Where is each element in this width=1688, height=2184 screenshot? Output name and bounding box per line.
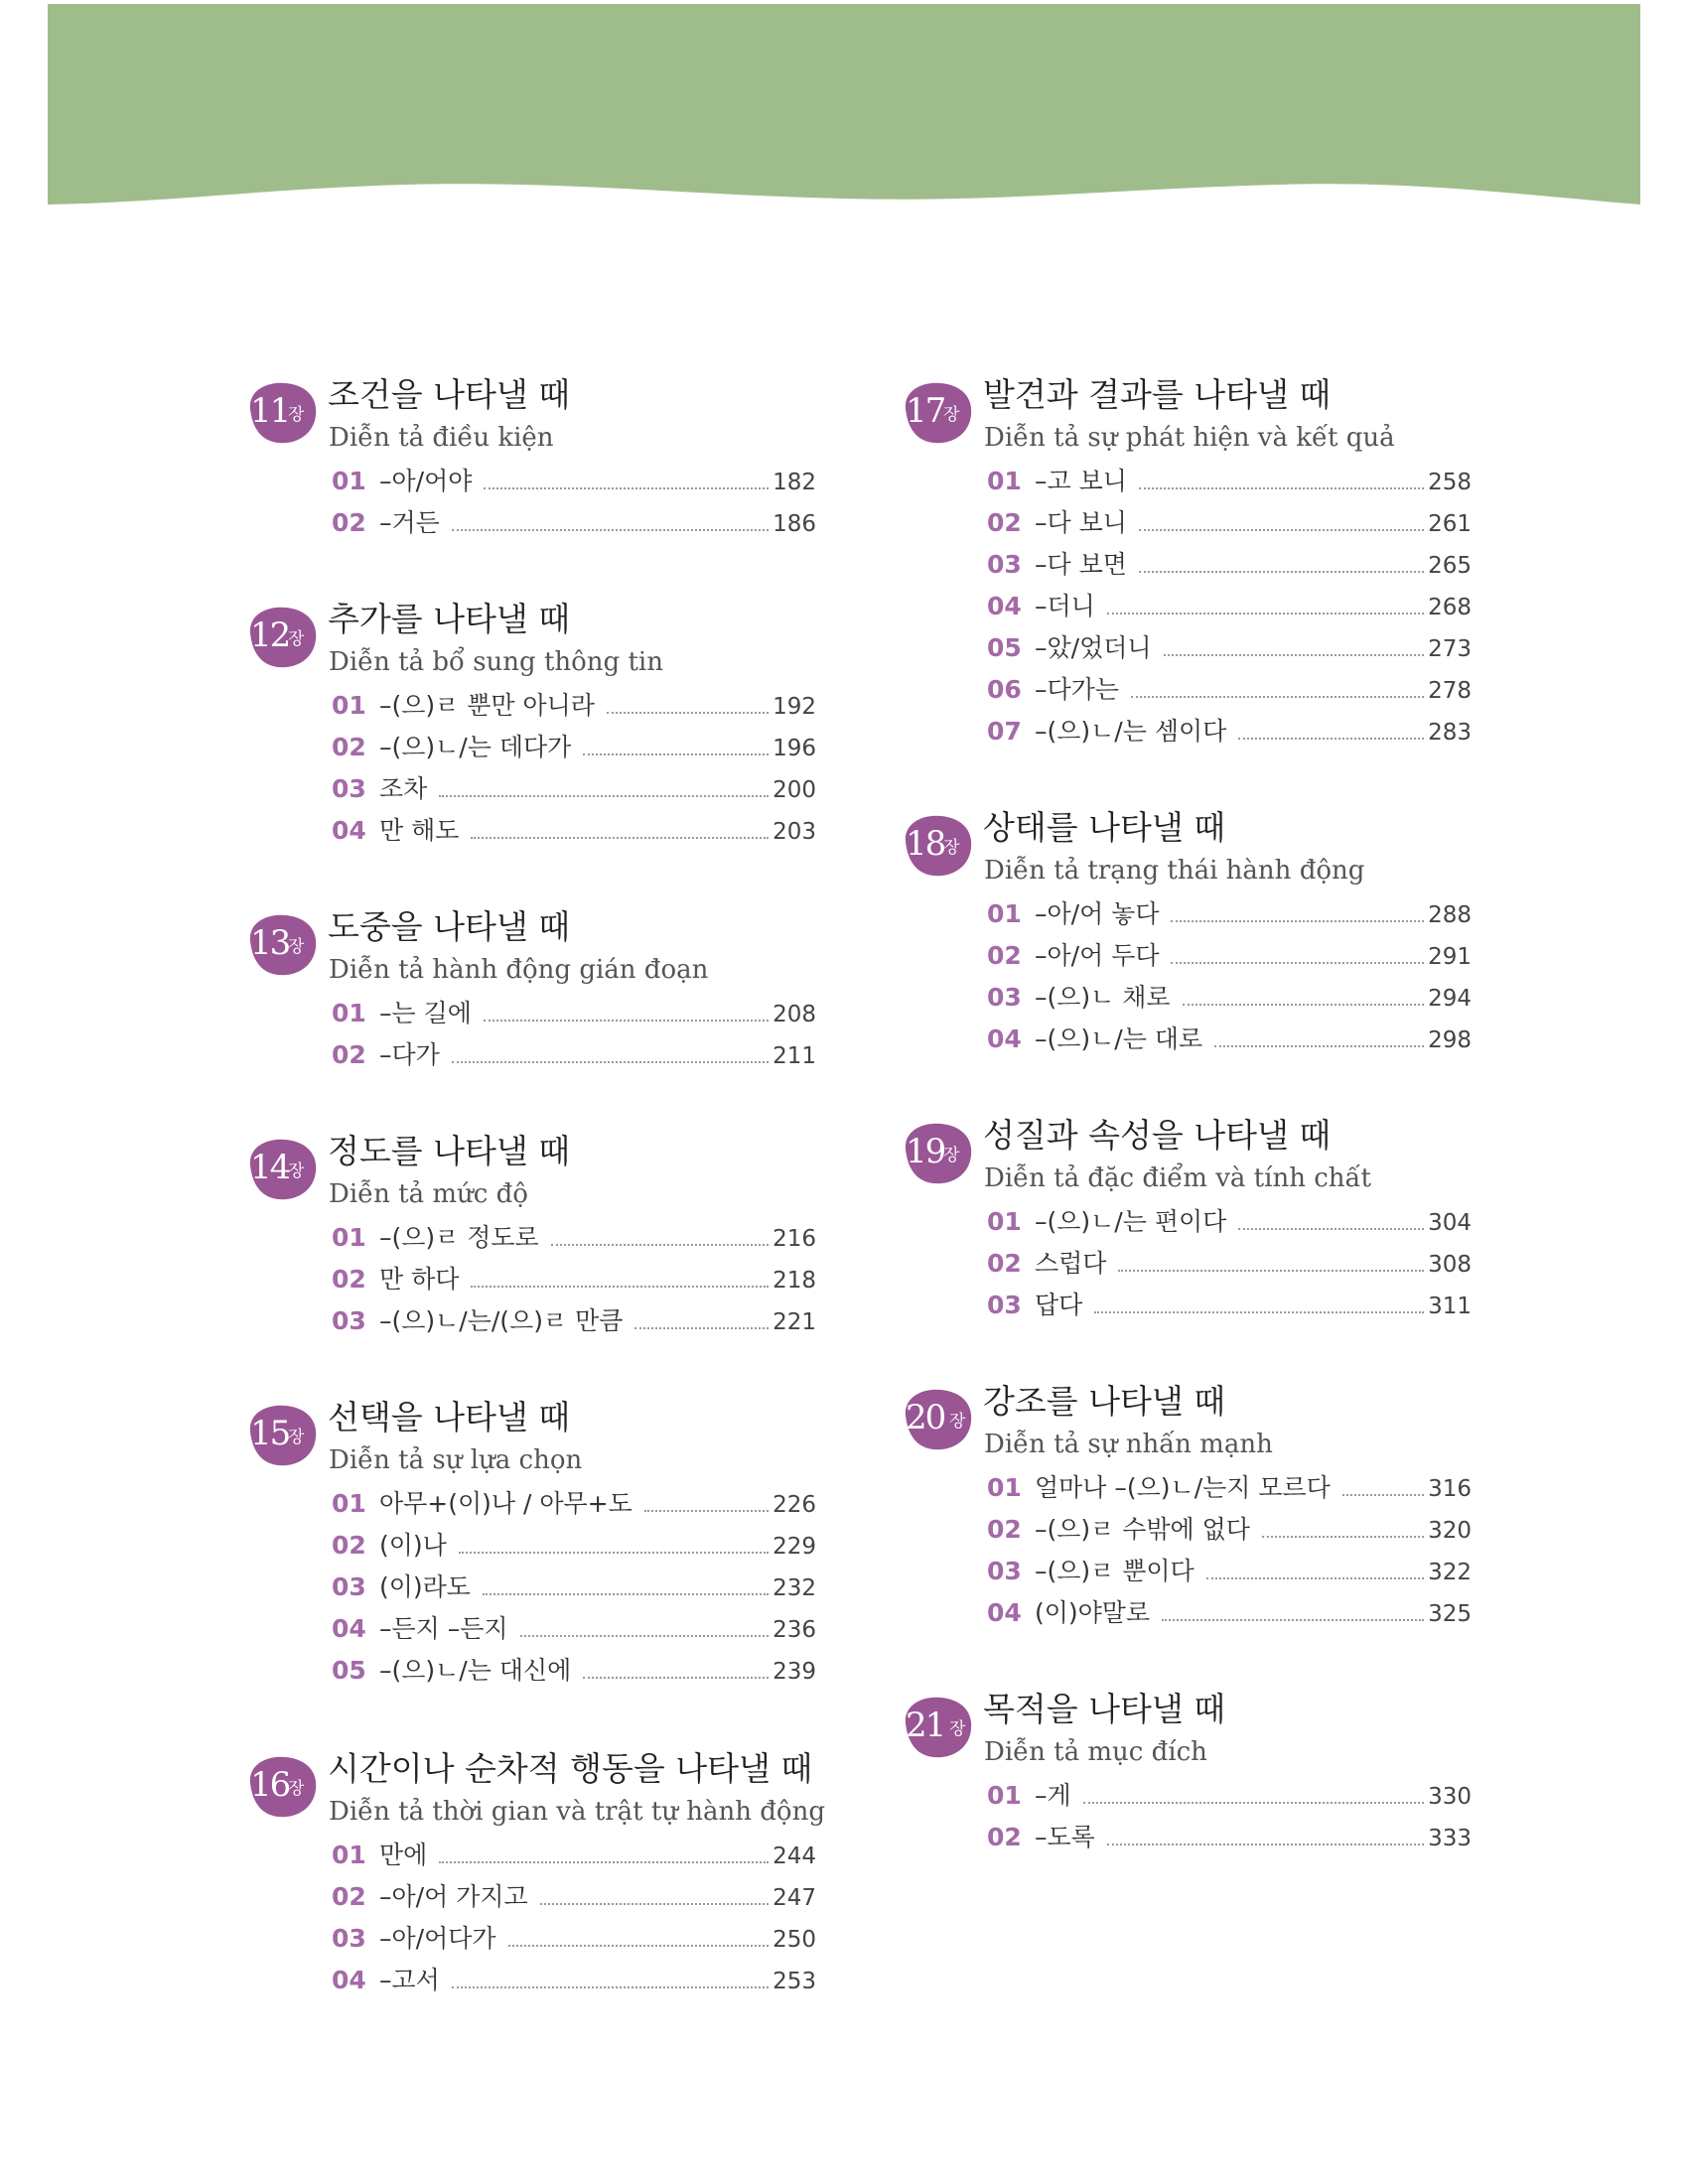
chapter-badge [244,911,320,979]
dot-leader [540,1903,769,1905]
item-page-number: 308 [1428,1252,1472,1278]
chapter-suffix: 장 [288,629,305,649]
dot-leader [1107,613,1424,614]
item-label: –고서 [379,1966,440,1994]
chapter-suffix: 장 [288,1161,305,1181]
chapter-badge [244,1753,320,1821]
item-label: 만 하다 [379,1265,460,1294]
dot-leader [1164,654,1425,656]
chapter-subtitle: Diễn tả sự nhấn mạnh [984,1430,1273,1459]
item-page-number: 196 [773,736,816,761]
toc-item[interactable] [987,1024,1472,1066]
toc-item-list [332,691,816,858]
item-label: –거든 [379,508,440,537]
dot-leader [1139,529,1424,531]
item-page-number: 320 [1428,1518,1472,1544]
toc-item[interactable] [987,941,1472,983]
item-label: –(으)ㄴ/는 대신에 [379,1656,572,1685]
item-page-number: 333 [1428,1826,1472,1851]
item-number: 02 [987,941,1022,970]
item-page-number: 288 [1428,902,1472,928]
toc-item-list [987,467,1472,758]
toc-item[interactable] [332,1656,816,1698]
item-page-number: 208 [773,1002,816,1027]
item-label: –아/어 놓다 [1035,899,1160,928]
dot-leader [1206,1577,1424,1579]
toc-item-list [987,1781,1472,1864]
toc-item[interactable] [332,1841,816,1882]
chapter-suffix: 장 [949,1719,966,1739]
chapter-title: 목적을 나타낼 때 [983,1690,1226,1728]
item-number: 02 [987,508,1022,537]
toc-item-list [332,1223,816,1348]
item-number: 01 [332,467,366,495]
item-page-number: 250 [773,1927,816,1953]
dot-leader [471,1286,769,1288]
toc-item[interactable] [332,1223,816,1265]
chapter-subtitle: Diễn tả mục đích [984,1737,1207,1767]
item-number: 04 [987,1598,1022,1627]
chapter-suffix: 장 [943,405,960,425]
dot-leader [439,1861,769,1863]
item-page-number: 278 [1428,678,1472,704]
item-label: –(으)ㄹ 뿐이다 [1035,1557,1195,1585]
item-label: –게 [1035,1781,1071,1810]
chapter-subtitle: Diễn tả sự phát hiện và kết quả [984,423,1395,453]
item-label: –아/어 두다 [1035,941,1160,970]
chapter-badge [900,1694,975,1761]
item-label: –(으)ㄴ/는 데다가 [379,733,572,761]
dot-leader [452,1986,769,1988]
dot-leader [607,712,769,714]
dot-leader [520,1635,770,1637]
item-label: 아무+(이)나 / 아무+도 [379,1489,633,1518]
chapter-subtitle: Diễn tả điều kiện [329,423,554,453]
chapter-number: 11 [250,391,290,431]
item-label: –아/어다가 [379,1924,496,1953]
item-label: –(으)ㄴ/는/(으)ㄹ 만큼 [379,1306,624,1335]
dot-leader [508,1945,770,1947]
dot-leader [459,1552,769,1554]
item-number: 03 [332,1572,366,1601]
toc-item[interactable] [332,999,816,1040]
toc-item-list [987,1473,1472,1640]
item-number: 01 [332,1223,366,1252]
item-number: 04 [987,592,1022,620]
chapter-badge [244,1402,320,1469]
chapter-title: 강조를 나타낼 때 [983,1382,1226,1421]
item-page-number: 258 [1428,470,1472,495]
item-label: 답다 [1035,1291,1083,1319]
chapter-number: 12 [250,615,290,655]
toc-item[interactable] [332,691,816,733]
chapter-title: 정도를 나타낼 때 [328,1132,571,1170]
item-page-number: 239 [773,1659,816,1685]
item-page-number: 322 [1428,1560,1472,1585]
chapter-title: 추가를 나타낼 때 [328,600,571,638]
toc-item-list [332,467,816,550]
item-page-number: 291 [1428,944,1472,970]
item-page-number: 330 [1428,1784,1472,1810]
dot-leader [1139,571,1424,573]
chapter-number: 14 [250,1148,290,1187]
item-page-number: 304 [1428,1210,1472,1236]
item-label: (이)나 [379,1531,447,1560]
item-label: –다가 [379,1040,440,1069]
item-number: 04 [332,816,366,845]
item-number: 03 [987,1557,1022,1585]
item-page-number: 226 [773,1492,816,1518]
dot-leader [583,1677,769,1679]
item-label: –는 길에 [379,999,472,1027]
chapter-number: 17 [906,391,945,431]
item-number: 02 [987,1249,1022,1278]
dot-leader [484,1020,769,1022]
item-number: 02 [987,1515,1022,1544]
item-page-number: 283 [1428,720,1472,746]
toc-item[interactable] [332,1966,816,2007]
dot-leader [1342,1494,1424,1496]
item-page-number: 236 [773,1617,816,1643]
item-label: –(으)ㄹ 수밖에 없다 [1035,1515,1250,1544]
item-number: 07 [987,717,1022,746]
toc-item[interactable] [987,1557,1472,1598]
toc-item[interactable] [332,1572,816,1614]
dot-leader [483,1593,769,1595]
item-label: –다 보면 [1035,550,1127,579]
dot-leader [1238,738,1424,740]
dot-leader [1262,1536,1424,1538]
item-label: –(으)ㄴ/는 편이다 [1035,1207,1227,1236]
item-label: –아/어 가지고 [379,1882,528,1911]
dot-leader [484,487,769,489]
item-number: 02 [332,1531,366,1560]
item-number: 04 [987,1024,1022,1053]
chapter-badge [900,812,975,880]
toc-item[interactable] [332,1531,816,1572]
dot-leader [1183,1004,1425,1006]
item-label: –도록 [1035,1823,1095,1851]
item-page-number: 216 [773,1226,816,1252]
item-page-number: 244 [773,1843,816,1869]
toc-item[interactable] [332,816,816,858]
toc-item[interactable] [987,508,1472,550]
item-page-number: 261 [1428,511,1472,537]
item-page-number: 200 [773,777,816,803]
dot-leader [1171,920,1424,922]
chapter-title: 도중을 나타낼 때 [328,907,571,946]
chapter-number: 19 [906,1132,945,1171]
item-label: –(으)ㄹ 정도로 [379,1223,539,1252]
dot-leader [1094,1311,1424,1313]
chapter-title: 성질과 속성을 나타낼 때 [983,1116,1332,1155]
item-number: 03 [332,774,366,803]
toc-item[interactable] [332,1265,816,1306]
chapter-suffix: 장 [288,1779,305,1799]
chapter-subtitle: Diễn tả đặc điểm và tính chất [984,1163,1371,1193]
item-page-number: 265 [1428,553,1472,579]
toc-item[interactable] [332,1882,816,1924]
item-page-number: 253 [773,1969,816,1994]
chapter-suffix: 장 [943,1146,960,1165]
dot-leader [1118,1270,1424,1272]
chapter-number: 20 [906,1398,945,1437]
item-number: 01 [332,999,366,1027]
item-label: –(으)ㄹ 뿐만 아니라 [379,691,595,720]
toc-item[interactable] [987,1291,1472,1332]
item-page-number: 218 [773,1268,816,1294]
toc-item-list [332,1489,816,1698]
chapter-number: 16 [250,1765,290,1805]
item-label: (이)야말로 [1035,1598,1151,1627]
item-label: –았/었더니 [1035,633,1152,662]
item-label: 조차 [379,774,428,803]
item-number: 02 [332,1265,366,1294]
dot-leader [1162,1619,1424,1621]
item-page-number: 186 [773,511,816,537]
toc-item-list [987,1207,1472,1332]
item-label: 만 해도 [379,816,460,845]
dot-leader [1171,962,1424,964]
item-page-number: 316 [1428,1476,1472,1502]
item-page-number: 192 [773,694,816,720]
item-number: 01 [332,691,366,720]
toc-item[interactable] [987,717,1472,758]
item-number: 03 [987,550,1022,579]
dot-leader [471,837,769,839]
item-number: 01 [987,899,1022,928]
item-number: 01 [332,1489,366,1518]
item-number: 05 [332,1656,366,1685]
item-page-number: 311 [1428,1294,1472,1319]
chapter-title: 선택을 나타낼 때 [328,1398,571,1436]
item-page-number: 182 [773,470,816,495]
dot-leader [1083,1802,1424,1804]
toc-item[interactable] [987,899,1472,941]
item-number: 01 [987,1473,1022,1502]
item-label: –든지 –든지 [379,1614,508,1643]
item-number: 02 [332,733,366,761]
item-number: 02 [332,1040,366,1069]
item-page-number: 325 [1428,1601,1472,1627]
item-number: 03 [332,1306,366,1335]
item-label: 스럽다 [1035,1249,1107,1278]
item-page-number: 203 [773,819,816,845]
toc-item[interactable] [332,1306,816,1348]
toc-item[interactable] [987,1598,1472,1640]
item-label: 얼마나 –(으)ㄴ/는지 모르다 [1035,1473,1331,1502]
chapter-title: 상태를 나타낼 때 [983,808,1226,847]
chapter-badge [900,379,975,447]
item-number: 04 [332,1966,366,1994]
chapter-suffix: 장 [288,1428,305,1447]
chapter-number: 18 [906,824,945,864]
dot-leader [551,1244,769,1246]
item-number: 03 [332,1924,366,1953]
dot-leader [1107,1843,1424,1845]
item-label: –(으)ㄴ/는 대로 [1035,1024,1203,1053]
toc-item[interactable] [332,1924,816,1966]
toc-item[interactable] [332,733,816,774]
chapter-subtitle: Diễn tả thời gian và trật tự hành động [329,1797,825,1827]
toc-item-list [332,999,816,1082]
toc-item[interactable] [987,467,1472,508]
chapter-suffix: 장 [288,405,305,425]
toc-item[interactable] [987,1515,1472,1557]
chapter-subtitle: Diễn tả hành động gián đoạn [329,955,709,985]
chapter-number: 13 [250,923,290,963]
item-number: 02 [987,1823,1022,1851]
item-number: 04 [332,1614,366,1643]
item-label: (이)라도 [379,1572,471,1601]
chapter-subtitle: Diễn tả trạng thái hành động [984,856,1365,886]
item-page-number: 298 [1428,1027,1472,1053]
chapter-badge [244,379,320,447]
chapter-subtitle: Diễn tả bổ sung thông tin [329,647,663,677]
item-page-number: 221 [773,1309,816,1335]
chapter-badge [244,1136,320,1203]
dot-leader [634,1327,769,1329]
dot-leader [1139,487,1424,489]
item-number: 03 [987,983,1022,1012]
item-number: 01 [987,1207,1022,1236]
toc-item[interactable] [332,467,816,508]
toc-item[interactable] [332,1614,816,1656]
toc-item[interactable] [332,774,816,816]
chapter-suffix: 장 [288,937,305,957]
toc-item[interactable] [332,1489,816,1531]
toc-item-list [332,1841,816,2007]
chapter-suffix: 장 [949,1412,966,1432]
toc-item[interactable] [987,592,1472,633]
toc-item[interactable] [332,1040,816,1082]
item-label: –다 보니 [1035,508,1127,537]
item-number: 01 [332,1841,366,1869]
toc-item[interactable] [987,1473,1472,1515]
dot-leader [583,753,769,755]
item-label: 만에 [379,1841,428,1869]
header-band [48,4,1640,208]
toc-item[interactable] [987,1781,1472,1823]
item-label: –(으)ㄴ 채로 [1035,983,1171,1012]
chapter-badge [244,604,320,671]
dot-leader [1131,696,1424,698]
chapter-title: 조건을 나타낼 때 [328,375,571,414]
chapter-suffix: 장 [943,838,960,858]
toc-item[interactable] [987,1823,1472,1864]
toc-item[interactable] [987,983,1472,1024]
toc-item-list [987,899,1472,1066]
item-number: 06 [987,675,1022,704]
dot-leader [452,529,769,531]
toc-item[interactable] [987,1249,1472,1291]
toc-item[interactable] [987,675,1472,717]
item-label: –고 보니 [1035,467,1127,495]
chapter-badge [900,1386,975,1453]
item-page-number: 268 [1428,595,1472,620]
item-number: 02 [332,1882,366,1911]
item-page-number: 273 [1428,636,1472,662]
toc-item[interactable] [987,633,1472,675]
item-number: 01 [987,1781,1022,1810]
item-number: 03 [987,1291,1022,1319]
chapter-subtitle: Diễn tả sự lựa chọn [329,1445,583,1475]
chapter-number: 21 [906,1706,945,1745]
toc-item[interactable] [332,508,816,550]
toc-item[interactable] [987,1207,1472,1249]
chapter-title: 발견과 결과를 나타낼 때 [983,375,1332,414]
chapter-subtitle: Diễn tả mức độ [329,1179,528,1209]
item-label: –(으)ㄴ/는 셈이다 [1035,717,1227,746]
toc-item[interactable] [987,550,1472,592]
dot-leader [452,1061,769,1063]
item-page-number: 211 [773,1043,816,1069]
item-page-number: 229 [773,1534,816,1560]
item-label: –다가는 [1035,675,1119,704]
chapter-title: 시간이나 순차적 행동을 나타낼 때 [328,1749,813,1788]
item-page-number: 232 [773,1575,816,1601]
item-label: –더니 [1035,592,1095,620]
item-number: 01 [987,467,1022,495]
chapter-number: 15 [250,1414,290,1453]
chapter-badge [900,1120,975,1187]
dot-leader [1214,1045,1424,1047]
item-label: –아/어야 [379,467,473,495]
dot-leader [439,795,769,797]
item-number: 05 [987,633,1022,662]
dot-leader [644,1510,769,1512]
dot-leader [1238,1228,1424,1230]
item-number: 02 [332,508,366,537]
item-page-number: 247 [773,1885,816,1911]
item-page-number: 294 [1428,986,1472,1012]
